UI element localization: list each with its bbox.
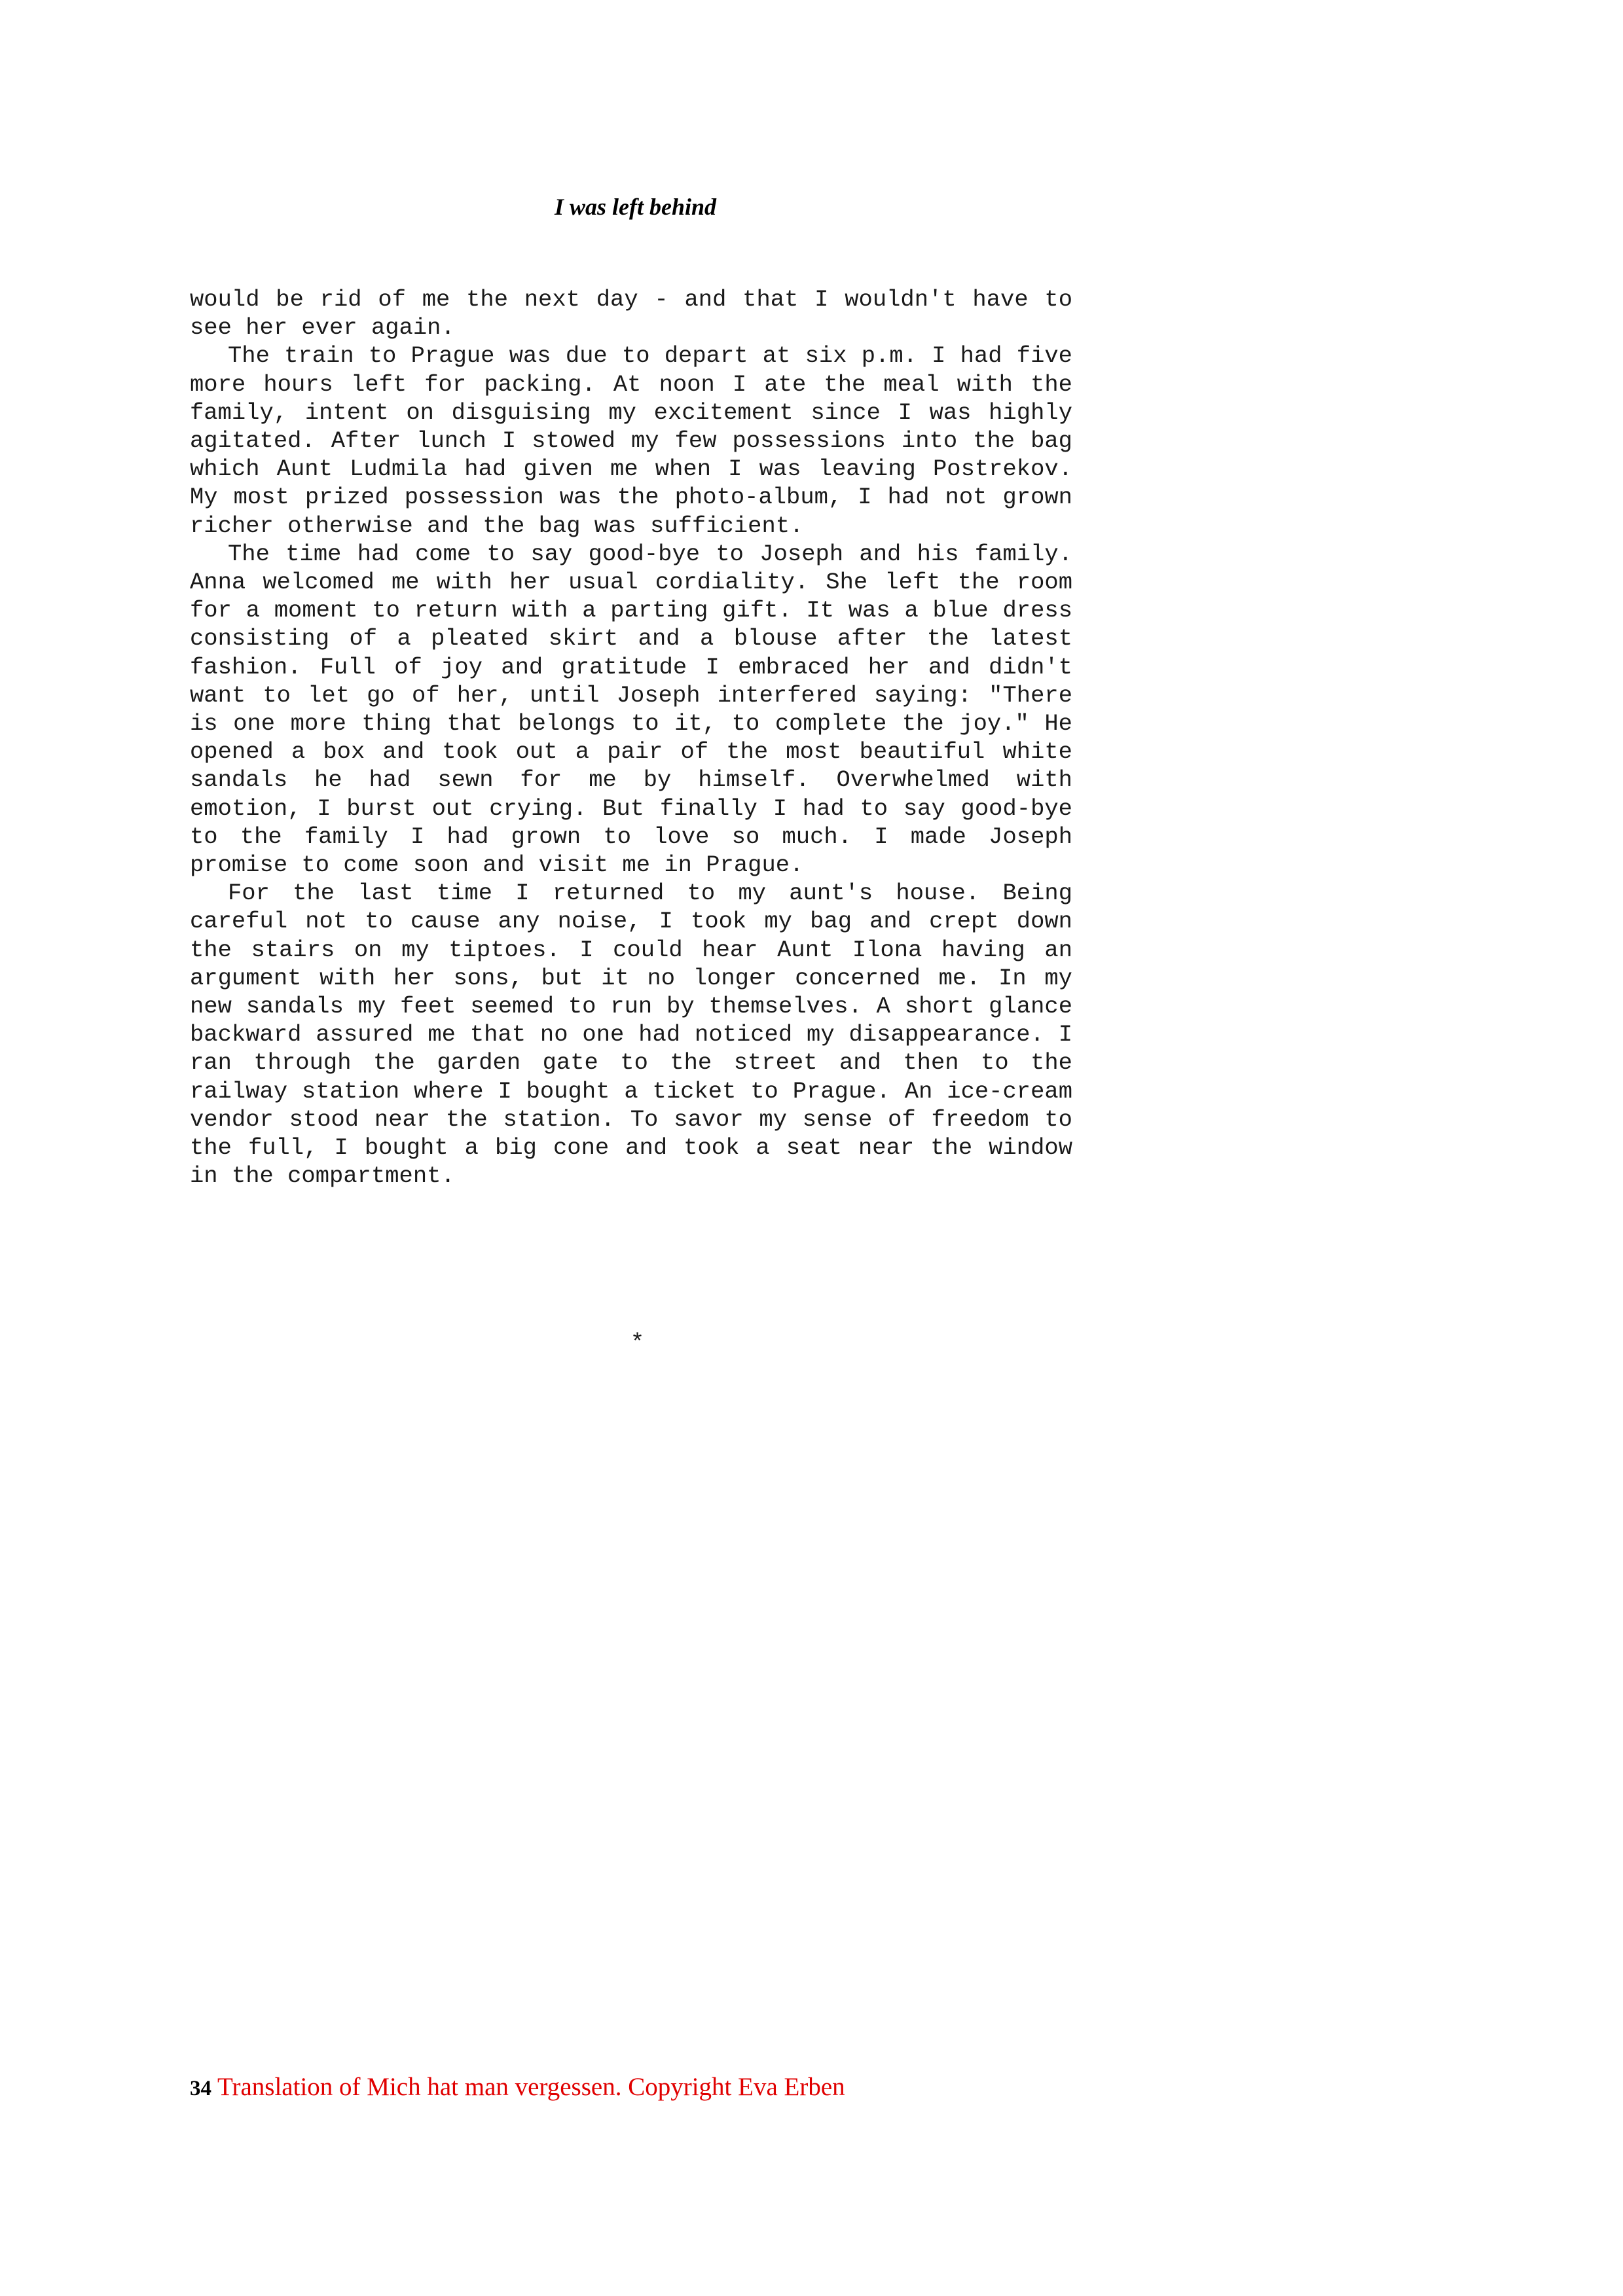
- running-header-title: I was left behind: [554, 194, 717, 220]
- paragraph-continuation: would be rid of me the next day - and that I wouldn't have to see her ever again.: [190, 286, 1072, 342]
- copyright-note: Translation of Mich hat man vergessen. Copyright Eva Erben: [217, 2073, 845, 2101]
- paragraph: For the last time I returned to my aunt's house. Being careful not to cause any noise, I took my bag and crept down the stairs on my tiptoes. I could hear Aunt Ilona having an argument with her sons, but it no longer concerned me. In my new sandals my feet seemed to run by themselves. A short glance backward assured me that no one had noticed my disappearance. I ran through the garden gate to the street and then to the railway station where I bought a ticket to Prague. An ice-cream vendor stood near the station. To savor my sense of freedom to the full, I bought a big cone and took a seat near the window in the compartment.: [190, 880, 1072, 1190]
- paragraph: The time had come to say good-bye to Joseph and his family. Anna welcomed me with her usual cordiality. She left the room for a moment to return with a parting gift. It was a blue dress consisting of a pleated skirt and a blouse after the latest fashion. Full of joy and gratitude I embraced her and didn't want to let go of her, until Joseph interfered saying: "There is one more thing that belongs to it, to complete the joy." He opened a box and took out a pair of the most beautiful white sandals he had sewn for me by himself. Overwhelmed with emotion, I burst out crying. But finally I had to say good-bye to the family I had grown to love so much. I made Joseph promise to come soon and visit me in Prague.: [190, 540, 1072, 879]
- section-break-asterisk: *: [630, 1329, 645, 1356]
- page-number: 34: [190, 2077, 211, 2100]
- paragraph: The train to Prague was due to depart at six p.m. I had five more hours left for packing. At noon I ate the meal with the family, intent on disguising my excitement since I was highly agitated. After lunch I stowed my few possessions into the bag which Aunt Ludmila had given me when I was leaving Postrekov. My most prized possession was the photo-album, I had not grown richer otherwise and the bag was sufficient.: [190, 342, 1072, 539]
- page-footer: [190, 2071, 845, 2105]
- chapter-body: [190, 285, 1072, 1191]
